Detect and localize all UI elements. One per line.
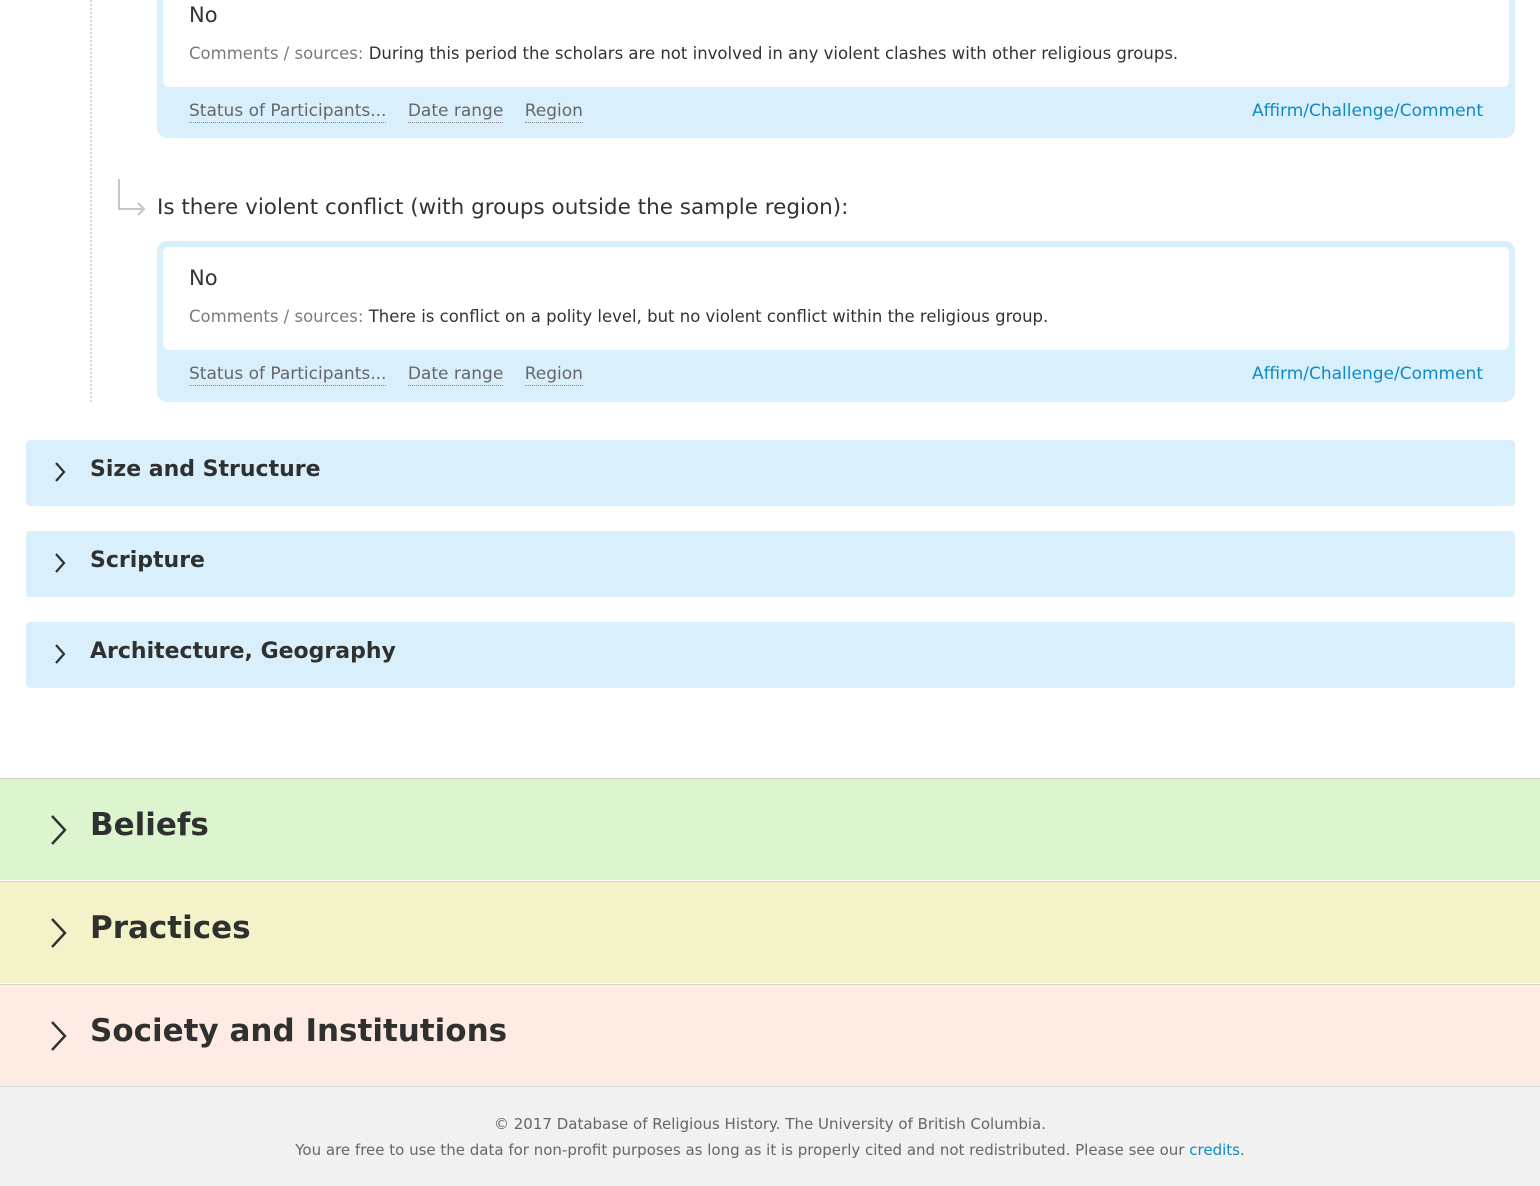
answer-card — [157, 0, 1515, 138]
section-society-and-institutions[interactable] — [0, 984, 1540, 1086]
question-label: Is there violent conflict (with groups outside the sample region): — [157, 195, 849, 220]
section-beliefs[interactable] — [0, 778, 1540, 880]
status-of-participants-link[interactable]: Status of Participants... — [189, 101, 387, 121]
section-title: Practices — [90, 910, 251, 946]
date-range-link[interactable]: Date range — [407, 101, 504, 121]
comment-label: Comments / sources: — [189, 307, 364, 326]
section-title: Size and Structure — [90, 457, 321, 482]
answer-card — [157, 241, 1515, 402]
footer — [0, 1086, 1540, 1186]
comment-label: Comments / sources: — [189, 44, 364, 63]
answer-meta-row — [189, 364, 1483, 388]
comment-text: There is conflict on a polity level, but no violent conflict within the religious group. — [368, 307, 1049, 326]
affirm-challenge-comment-link[interactable]: Affirm/Challenge/Comment — [1251, 101, 1483, 121]
comment-line — [189, 44, 1178, 63]
chevron-right-icon — [48, 916, 70, 950]
section-architecture-geography[interactable] — [26, 622, 1515, 688]
footer-period: . — [1239, 1141, 1245, 1159]
date-range-link[interactable]: Date range — [407, 364, 504, 384]
section-scripture[interactable] — [26, 531, 1515, 597]
comment-line — [189, 307, 1048, 326]
answer-box — [163, 247, 1509, 350]
chevron-right-icon — [52, 460, 68, 484]
section-title: Beliefs — [90, 807, 209, 843]
section-title: Society and Institutions — [90, 1013, 508, 1049]
section-title: Architecture, Geography — [90, 639, 396, 664]
branch-arrow-icon — [116, 177, 148, 219]
answer-value: No — [189, 3, 218, 27]
answer-box — [163, 0, 1509, 87]
answer-value: No — [189, 266, 218, 290]
chevron-right-icon — [52, 551, 68, 575]
credits-link[interactable]: credits — [1189, 1141, 1240, 1159]
footer-license — [0, 1141, 1540, 1159]
status-of-participants-link[interactable]: Status of Participants... — [189, 364, 387, 384]
affirm-challenge-comment-link[interactable]: Affirm/Challenge/Comment — [1251, 364, 1483, 384]
chevron-right-icon — [48, 813, 70, 847]
footer-copyright: © 2017 Database of Religious History. The University of British Columbia. — [494, 1115, 1046, 1133]
region-link[interactable]: Region — [524, 101, 583, 121]
chevron-right-icon — [52, 642, 68, 666]
answer-meta-row — [189, 101, 1483, 125]
section-size-and-structure[interactable] — [26, 440, 1515, 506]
comment-text: During this period the scholars are not involved in any violent clashes with other religious groups. — [368, 44, 1179, 63]
region-link[interactable]: Region — [524, 364, 583, 384]
section-practices[interactable] — [0, 881, 1540, 983]
footer-license-text: You are free to use the data for non-profit purposes as long as it is properly cited and not redistributed. Please see our — [295, 1141, 1190, 1159]
section-title: Scripture — [90, 548, 205, 573]
chevron-right-icon — [48, 1019, 70, 1053]
tree-connector-line — [90, 0, 92, 402]
